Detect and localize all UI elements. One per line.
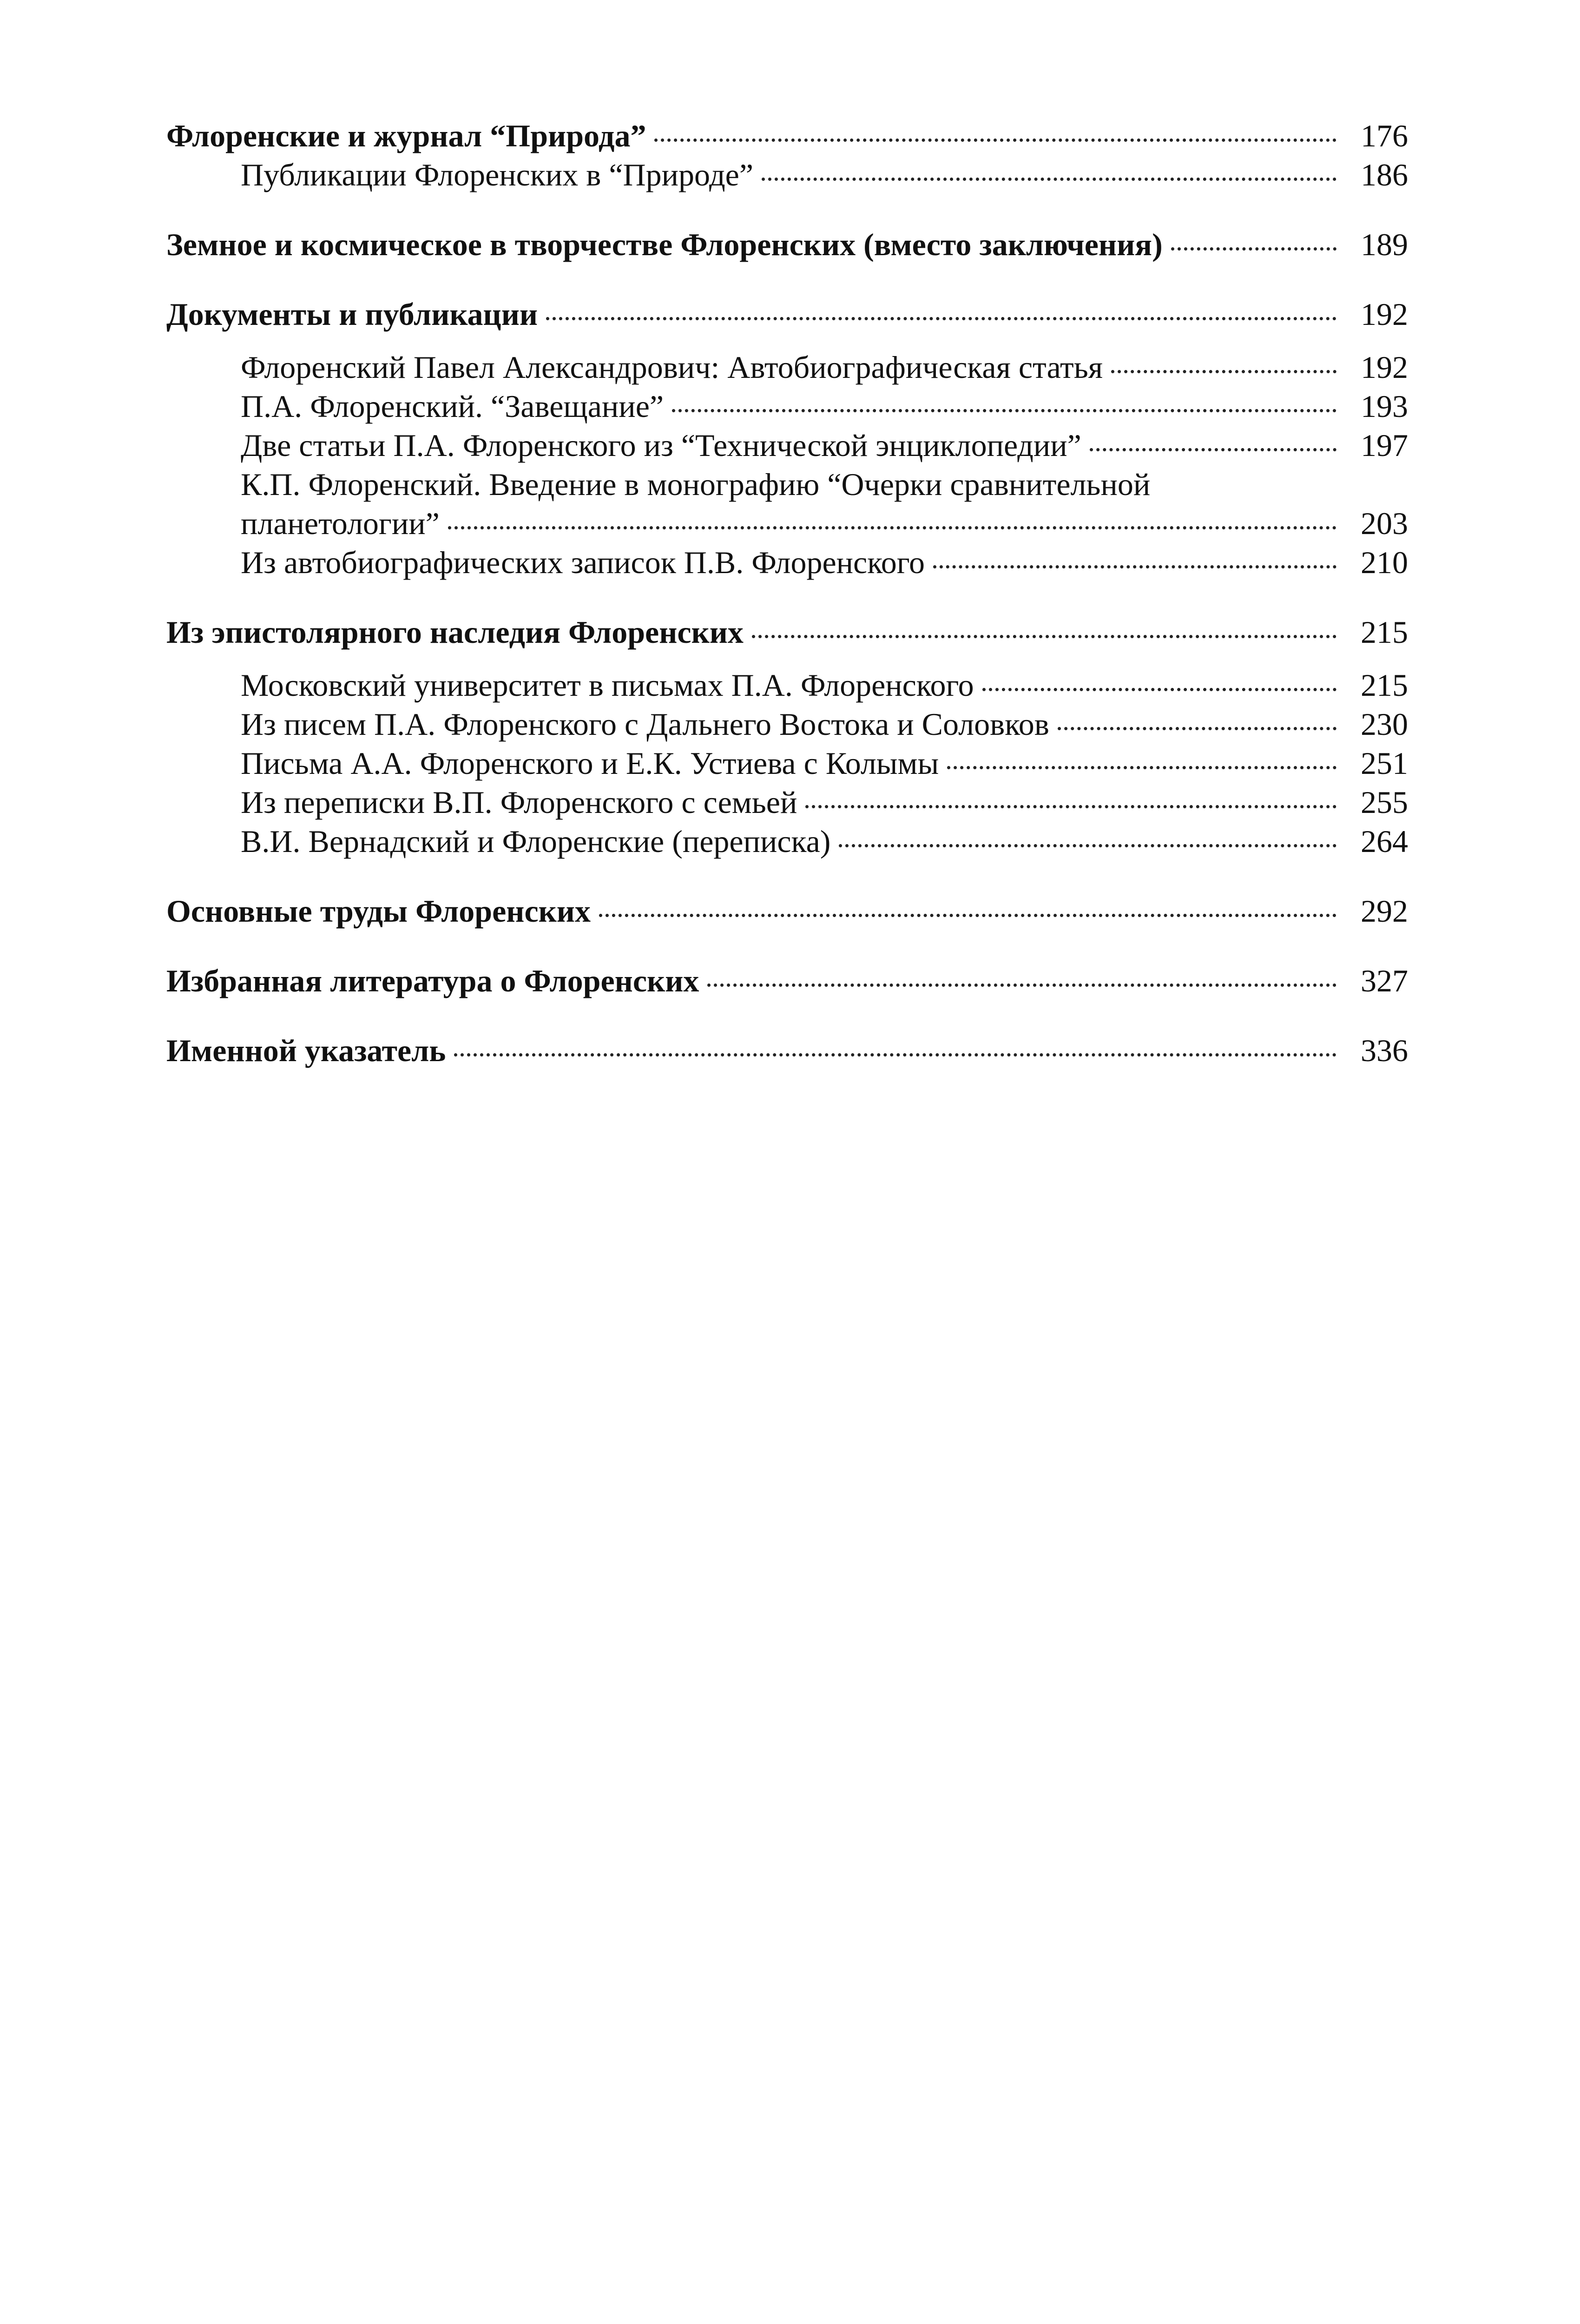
- toc-entry: [166, 822, 1408, 861]
- toc-entry-title: Из автобиографических записок П.В. Флоренского: [241, 545, 925, 580]
- dot-leader: [762, 178, 1336, 181]
- toc-section-title: Флоренские и журнал “Природа”: [166, 118, 646, 153]
- toc-entry-title: Московский университет в письмах П.А. Флоренского: [241, 667, 974, 703]
- toc-page-number: 251: [1361, 746, 1408, 781]
- dot-leader: [654, 139, 1336, 142]
- dot-leader: [546, 317, 1336, 320]
- dot-leader: [454, 1053, 1336, 1056]
- toc-section-title: Земное и космическое в творчестве Флоренских (вместо заключения): [166, 227, 1163, 262]
- dot-leader: [1111, 370, 1336, 373]
- toc-page-number: 193: [1361, 389, 1408, 424]
- toc-page-number: 336: [1361, 1033, 1408, 1068]
- toc-page-number: 192: [1361, 350, 1408, 385]
- dot-leader: [707, 984, 1336, 987]
- toc-page-number: 176: [1361, 118, 1408, 153]
- toc-entry-title: Публикации Флоренских в “Природе”: [241, 157, 754, 192]
- toc-page-number: 255: [1361, 785, 1408, 820]
- toc-entry: [166, 744, 1408, 783]
- toc-entry-title: Письма А.А. Флоренского и Е.К. Устиева с Колымы: [241, 746, 939, 781]
- table-of-contents: [166, 116, 1408, 1070]
- toc-page-number: 186: [1361, 157, 1408, 192]
- toc-entry: [166, 348, 1408, 387]
- dot-leader: [752, 635, 1336, 638]
- toc-entry: [166, 666, 1408, 705]
- toc-entry-title: В.И. Вернадский и Флоренские (переписка): [241, 824, 831, 859]
- toc-section-heading: [166, 961, 1408, 1000]
- toc-entry-title: Две статьи П.А. Флоренского из “Технической энциклопедии”: [241, 428, 1081, 463]
- dot-leader: [805, 805, 1336, 808]
- dot-leader: [448, 526, 1336, 529]
- toc-entry-title: П.А. Флоренский. “Завещание”: [241, 389, 664, 424]
- toc-page-number: 210: [1361, 545, 1408, 580]
- toc-entry-title: Из писем П.А. Флоренского с Дальнего Востока и Соловков: [241, 706, 1049, 742]
- toc-page-number: 215: [1361, 667, 1408, 703]
- toc-page-number: 203: [1361, 506, 1408, 541]
- dot-leader: [1090, 448, 1336, 451]
- dot-leader: [599, 914, 1336, 917]
- toc-entry: [166, 426, 1408, 465]
- toc-entry-title: Флоренский Павел Александрович: Автобиографическая статья: [241, 350, 1103, 385]
- toc-page-number: 192: [1361, 297, 1408, 332]
- toc-page-number: 292: [1361, 893, 1408, 929]
- toc-section-heading: [166, 116, 1408, 155]
- toc-page-number: 230: [1361, 706, 1408, 742]
- toc-page-number: 197: [1361, 428, 1408, 463]
- toc-entry: [166, 543, 1408, 582]
- dot-leader: [933, 565, 1336, 568]
- dot-leader: [672, 409, 1336, 412]
- toc-entry: [166, 783, 1408, 822]
- toc-section-title: Именной указатель: [166, 1033, 446, 1068]
- toc-entry: [166, 387, 1408, 426]
- toc-page-number: 264: [1361, 824, 1408, 859]
- toc-section-title: Основные труды Флоренских: [166, 893, 591, 929]
- dot-leader: [982, 688, 1336, 691]
- toc-entry: [166, 155, 1408, 194]
- toc-entry-title-line1: К.П. Флоренский. Введение в монографию “Очерки сравнительной: [241, 467, 1151, 502]
- dot-leader: [1058, 727, 1336, 730]
- toc-section-title: Документы и публикации: [166, 297, 538, 332]
- toc-section-heading: [166, 295, 1408, 334]
- toc-section-heading: [166, 225, 1408, 264]
- dot-leader: [947, 766, 1336, 769]
- toc-page-number: 189: [1361, 227, 1408, 262]
- dot-leader: [1171, 247, 1336, 251]
- toc-section-heading: [166, 1031, 1408, 1070]
- toc-page-number: 215: [1361, 614, 1408, 650]
- toc-entry-title-line2: планетологии”: [241, 506, 440, 541]
- dot-leader: [839, 844, 1336, 847]
- toc-section-heading: [166, 891, 1408, 931]
- toc-section-heading: [166, 613, 1408, 652]
- toc-page-number: 327: [1361, 963, 1408, 998]
- toc-section-title: Из эпистолярного наследия Флоренских: [166, 614, 744, 650]
- toc-section-title: Избранная литература о Флоренских: [166, 963, 699, 998]
- toc-entry-title: Из переписки В.П. Флоренского с семьей: [241, 785, 797, 820]
- toc-entry: [166, 504, 1408, 543]
- toc-entry: [166, 705, 1408, 744]
